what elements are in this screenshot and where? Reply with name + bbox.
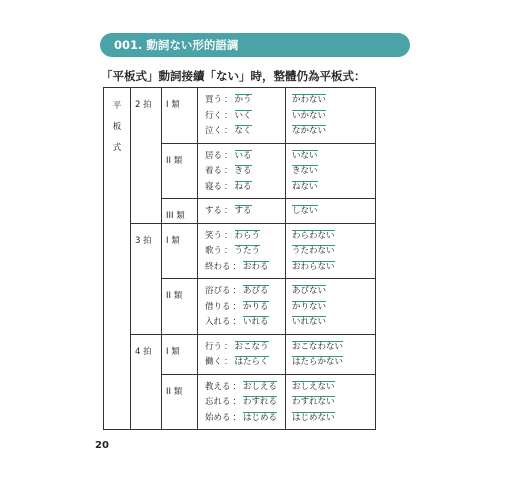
nai-line — [292, 109, 375, 125]
verb-separator: ： — [224, 181, 233, 192]
verb-line — [205, 395, 285, 411]
verb-kanji: 始める — [205, 412, 231, 423]
nai-line — [292, 284, 375, 300]
verb-separator: ： — [232, 317, 242, 327]
verb-class-cell: I 類 — [162, 223, 198, 279]
verb-kanji: 笑う — [205, 230, 223, 241]
verb-separator: ： — [232, 381, 242, 392]
nai-form-cell — [286, 279, 376, 335]
nai-form-kana: いかない — [292, 110, 327, 121]
nai-form-kana: しない — [292, 206, 318, 216]
verb-line — [205, 315, 285, 331]
nai-form-kana: きない — [292, 166, 318, 176]
verb-kanji: 働く — [205, 357, 223, 367]
verb-line — [205, 164, 285, 180]
nai-form-kana: わらわない — [292, 230, 335, 241]
nai-form-kana: なかない — [292, 126, 327, 136]
verb-kana: かりる — [243, 301, 269, 312]
nai-line — [292, 340, 375, 356]
nai-form-kana: うたわない — [292, 246, 335, 256]
nai-line — [292, 93, 375, 109]
verb-separator: ： — [224, 126, 233, 136]
verb-separator: ： — [224, 206, 233, 216]
verb-kanji: 終わる — [205, 261, 231, 272]
nai-form-kana: かりない — [292, 301, 327, 312]
verb-line — [205, 244, 285, 260]
verb-separator: ： — [232, 397, 242, 407]
beat-count-cell: 3 拍 — [131, 223, 162, 334]
accent-type-char: 式 — [112, 143, 122, 153]
verb-kanji: する — [205, 206, 223, 216]
verb-line — [205, 355, 285, 371]
verb-kana: いく — [234, 110, 252, 121]
verb-kanji: 着る — [205, 166, 223, 176]
nai-line — [292, 300, 375, 316]
verb-line — [205, 380, 285, 396]
nai-form-kana: かわない — [292, 95, 327, 105]
page-number: 20 — [95, 440, 109, 451]
table-row — [104, 334, 376, 374]
dictionary-form-cell — [198, 374, 286, 430]
verb-line — [205, 340, 285, 356]
verb-line — [205, 260, 285, 276]
verb-class-cell: II 類 — [162, 143, 198, 199]
verb-kanji: 忘れる — [205, 397, 231, 407]
verb-separator: ： — [224, 357, 233, 367]
verb-kanji: 歌う — [205, 246, 223, 256]
verb-kana: いる — [234, 150, 252, 161]
nai-form-kana: いれない — [292, 317, 327, 327]
dictionary-form-cell — [198, 279, 286, 335]
verb-kanji: 入れる — [205, 317, 231, 327]
nai-form-kana: いない — [292, 150, 318, 161]
verb-kanji: 浴びる — [205, 286, 231, 296]
dictionary-form-cell — [198, 88, 286, 144]
verb-kana: おわる — [243, 261, 269, 272]
nai-form-cell — [286, 199, 376, 224]
verb-class-cell: II 類 — [162, 279, 198, 335]
nai-line — [292, 180, 375, 196]
verb-class-cell: III 類 — [162, 199, 198, 224]
dictionary-form-cell — [198, 223, 286, 279]
nai-form-cell — [286, 374, 376, 430]
nai-form-kana: わすれない — [292, 397, 335, 407]
accent-type-char: 平 — [112, 101, 122, 111]
nai-form-kana: おしえない — [292, 381, 335, 392]
verb-kana: はじめる — [243, 412, 278, 423]
verb-kana: あびる — [243, 286, 269, 296]
table-row — [104, 223, 376, 279]
nai-form-kana: おわらない — [292, 261, 335, 272]
verb-kanji: 行う — [205, 341, 223, 352]
verb-kanji: 居る — [205, 150, 223, 161]
beat-count-cell: 4 拍 — [131, 334, 162, 430]
accent-type-char: 板 — [112, 122, 122, 132]
subtitle: 「平板式」動詞接續「ない」時，整體仍為平板式： — [101, 69, 366, 83]
nai-form-kana: はじめない — [292, 412, 335, 423]
nai-line — [292, 411, 375, 427]
verb-kanji: 借りる — [205, 301, 231, 312]
verb-kanji: 行く — [205, 110, 223, 121]
verb-kana: ねる — [234, 181, 252, 192]
verb-kana: はたらく — [234, 357, 269, 367]
verb-kanji: 教える — [205, 381, 231, 392]
dictionary-form-cell — [198, 334, 286, 374]
nai-line — [292, 260, 375, 276]
verb-kana: うたう — [234, 246, 261, 256]
nai-form-kana: あびない — [292, 286, 327, 296]
verb-kana: わらう — [234, 230, 261, 241]
verb-separator: ： — [224, 341, 233, 352]
section-title: 001. 動詞ない形的語調 — [114, 38, 239, 52]
verb-line — [205, 180, 285, 196]
verb-line — [205, 109, 285, 125]
dictionary-form-cell — [198, 143, 286, 199]
verb-kana: わすれる — [243, 397, 278, 407]
beat-count-cell: 2 拍 — [131, 88, 162, 224]
nai-form-cell — [286, 143, 376, 199]
verb-line — [205, 284, 285, 300]
verb-kana: する — [234, 206, 252, 216]
verb-line — [205, 411, 285, 427]
nai-line — [292, 380, 375, 396]
section-title-banner — [100, 33, 410, 57]
nai-form-cell — [286, 223, 376, 279]
dictionary-form-cell — [198, 199, 286, 224]
verb-separator: ： — [224, 166, 233, 176]
nai-line — [292, 315, 375, 331]
table-row — [104, 88, 376, 144]
verb-line — [205, 300, 285, 316]
verb-class-cell: I 類 — [162, 88, 198, 144]
verb-class-cell: I 類 — [162, 334, 198, 374]
verb-kana: なく — [234, 126, 252, 136]
accent-type-cell — [104, 88, 131, 430]
verb-accent-table — [103, 87, 376, 430]
verb-separator: ： — [232, 301, 242, 312]
nai-line — [292, 229, 375, 245]
nai-line — [292, 355, 375, 371]
nai-line — [292, 395, 375, 411]
verb-class-cell: II 類 — [162, 374, 198, 430]
nai-form-kana: おこなわない — [292, 341, 344, 352]
verb-separator: ： — [232, 412, 242, 423]
nai-form-kana: はたらかない — [292, 357, 344, 367]
nai-line — [292, 244, 375, 260]
nai-form-cell — [286, 334, 376, 374]
verb-separator: ： — [224, 246, 233, 256]
nai-line — [292, 149, 375, 165]
verb-line — [205, 124, 285, 140]
verb-separator: ： — [232, 286, 242, 296]
verb-separator: ： — [232, 261, 242, 272]
verb-separator: ： — [224, 150, 233, 161]
verb-line — [205, 204, 285, 220]
verb-separator: ： — [224, 230, 233, 241]
nai-line — [292, 204, 375, 220]
verb-kanji: 泣く — [205, 126, 223, 136]
verb-kana: おこなう — [234, 341, 269, 352]
verb-kanji: 寝る — [205, 181, 223, 192]
nai-line — [292, 124, 375, 140]
verb-line — [205, 93, 285, 109]
nai-form-cell — [286, 88, 376, 144]
verb-kana: きる — [234, 166, 252, 176]
verb-kana: おしえる — [243, 381, 278, 392]
verb-separator: ： — [224, 110, 233, 121]
verb-line — [205, 149, 285, 165]
nai-line — [292, 164, 375, 180]
nai-form-kana: ねない — [292, 181, 318, 192]
verb-kana: いれる — [243, 317, 269, 327]
verb-line — [205, 229, 285, 245]
verb-kana: かう — [234, 95, 252, 105]
verb-separator: ： — [224, 95, 233, 105]
verb-kanji: 買う — [205, 95, 223, 105]
